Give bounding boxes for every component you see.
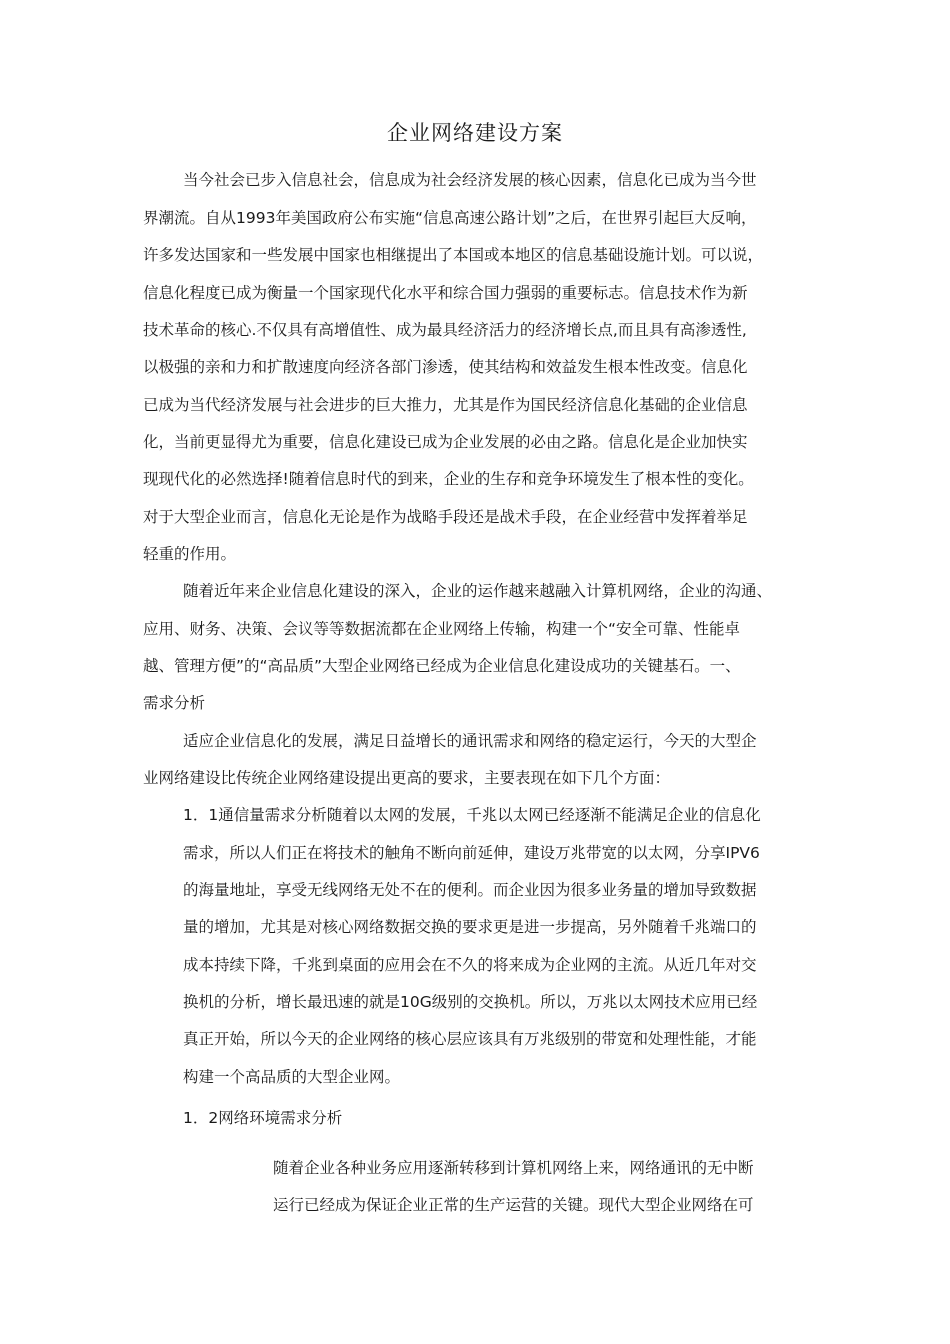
text-line: 需求分析 <box>143 694 206 712</box>
section-heading: 1．2网络环境需求分析 <box>183 1109 343 1127</box>
text-line: 适应企业信息化的发展，满足日益增长的通讯需求和网络的稳定运行，今天的大型企 <box>183 732 757 750</box>
text-line: 随着近年来企业信息化建设的深入，企业的运作越来越融入计算机网络，企业的沟通、 <box>183 582 773 600</box>
text-line: 以极强的亲和力和扩散速度向经济各部门渗透，使其结构和效益发生根本性改变。信息化 <box>143 358 748 376</box>
text-line: 信息化程度已成为衡量一个国家现代化水平和综合国力强弱的重要标志。信息技术作为新 <box>143 284 748 302</box>
text-line: 应用、财务、决策、会议等等数据流都在企业网络上传输，构建一个“安全可靠、性能卓 <box>143 620 741 638</box>
text-line: 换机的分析，增长最迅速的就是10G级别的交换机。所以，万兆以太网技术应用已经 <box>183 993 758 1011</box>
text-line: 业网络建设比传统企业网络建设提出更高的要求，主要表现在如下几个方面： <box>143 769 671 787</box>
text-line: 1．1通信量需求分析随着以太网的发展，千兆以太网已经逐渐不能满足企业的信息化 <box>183 806 761 824</box>
text-line: 越、管理方便”的“高品质”大型企业网络已经成为企业信息化建设成功的关键基石。一、 <box>143 657 741 675</box>
text-line: 构建一个高品质的大型企业网。 <box>183 1068 401 1086</box>
text-line: 成本持续下降，千兆到桌面的应用会在不久的将来成为企业网的主流。从近几年对交 <box>183 956 757 974</box>
text-line: 已成为当代经济发展与社会进步的巨大推力，尤其是作为国民经济信息化基础的企业信息 <box>143 396 748 414</box>
text-line: 轻重的作用。 <box>143 545 237 563</box>
text-line: 运行已经成为保证企业正常的生产运营的关键。现代大型企业网络在可 <box>273 1196 754 1214</box>
text-line: 随着企业各种业务应用逐渐转移到计算机网络上来，网络通讯的无中断 <box>273 1159 754 1177</box>
document-title: 企业网络建设方案 <box>387 121 563 145</box>
text-line: 许多发达国家和一些发展中国家也相继提出了本国或本地区的信息基础设施计划。可以说， <box>143 246 764 264</box>
text-line: 界潮流。自从1993年美国政府公布实施“信息高速公路计划”之后，在世界引起巨大反响， <box>143 209 757 227</box>
text-line: 的海量地址，享受无线网络无处不在的便利。而企业因为很多业务量的增加导致数据 <box>183 881 757 899</box>
text-line: 现现代化的必然选择!随着信息时代的到来，企业的生存和竞争环境发生了根本性的变化。 <box>143 470 754 488</box>
text-line: 化，当前更显得尤为重要，信息化建设已成为企业发展的必由之路。信息化是企业加快实 <box>143 433 748 451</box>
text-line: 需求，所以人们正在将技术的触角不断向前延伸，建设万兆带宽的以太网，分享IPV6 <box>183 844 760 862</box>
text-line: 当今社会已步入信息社会，信息成为社会经济发展的核心因素，信息化已成为当今世 <box>183 171 757 189</box>
text-line: 量的增加，尤其是对核心网络数据交换的要求更是进一步提高，另外随着千兆端口的 <box>183 918 757 936</box>
text-line: 技术革命的核心.不仅具有高增值性、成为最具经济活力的经济增长点,而且具有高渗透性, <box>143 321 747 339</box>
text-line: 对于大型企业而言，信息化无论是作为战略手段还是战术手段，在企业经营中发挥着举足 <box>143 508 748 526</box>
text-line: 真正开始，所以今天的企业网络的核心层应该具有万兆级别的带宽和处理性能，才能 <box>183 1030 757 1048</box>
